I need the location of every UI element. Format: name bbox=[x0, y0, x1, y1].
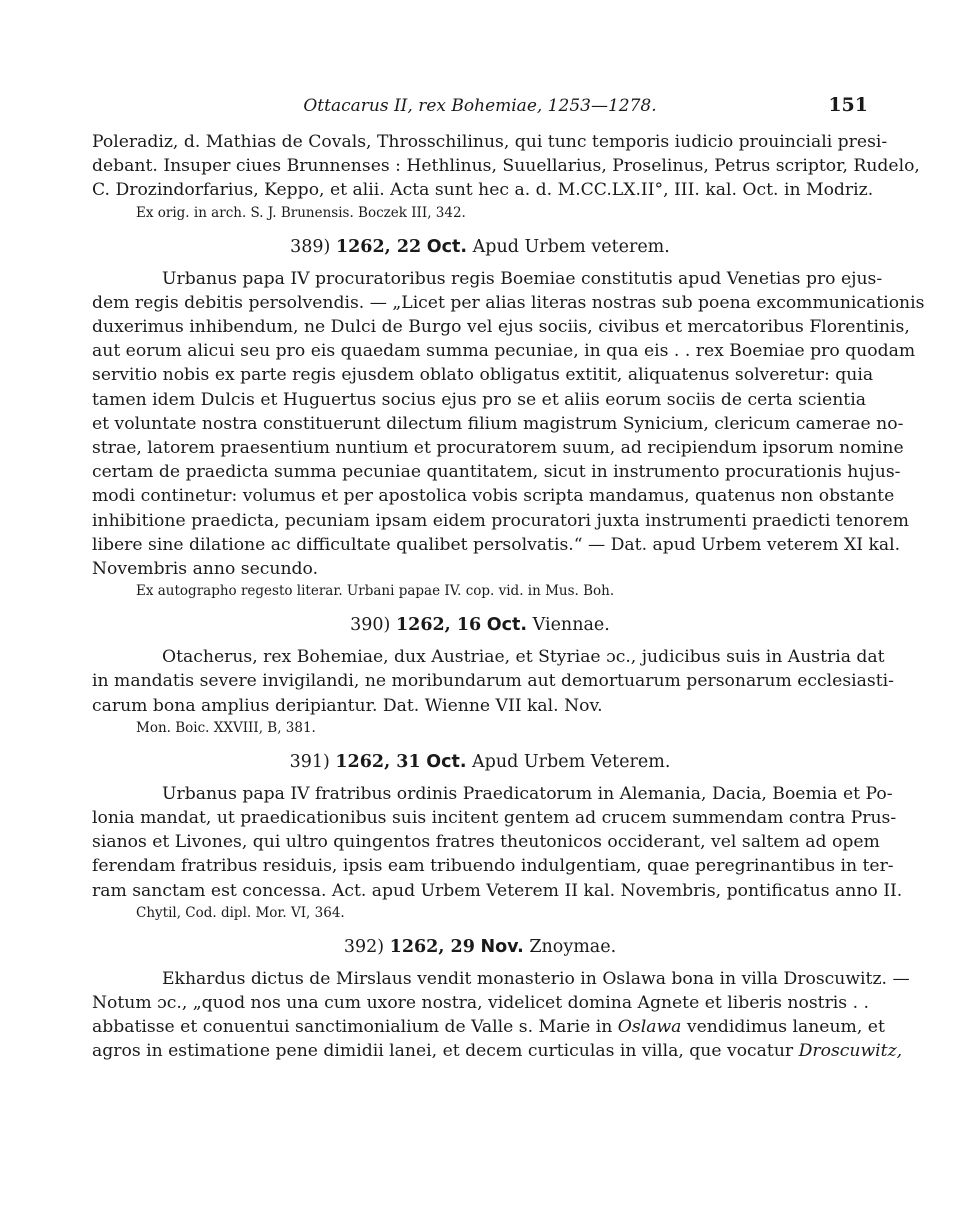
entry-date: 1262, 22 bbox=[335, 236, 422, 257]
entry-text-390 bbox=[92, 645, 894, 738]
text-line: debant. Insuper ciues Brunnenses : Hethlinus, Suuellarius, Proselinus, Petrus scriptor, Rudelo, bbox=[92, 156, 920, 177]
italic-place-name: Oslawa bbox=[617, 1017, 682, 1038]
text-line: Novembris anno secundo. bbox=[92, 559, 319, 580]
entry-heading-391 bbox=[92, 750, 868, 774]
text-line: Urbanus papa IV fratribus ordinis Praedicatorum in Alemania, Dacia, Boemia et Po- bbox=[162, 783, 893, 804]
text-segment: abbatisse et conuentui sanctimonialium de Valle s. Marie in bbox=[92, 1017, 613, 1038]
text-line: servitio nobis ex parte regis ejusdem oblato obligatus extitit, aliquatenus solveretur: quia bbox=[92, 365, 874, 386]
text-line: carum bona amplius deripiantur. Dat. Wienne VII kal. Nov. bbox=[92, 695, 603, 716]
text-line: duxerimus inhibendum, ne Dulci de Burgo vel ejus sociis, civibus et mercatoribus Florentinis, bbox=[92, 317, 910, 338]
entry-date: 1262, 31 bbox=[335, 751, 421, 772]
italic-village-name: Droscuwitz, bbox=[798, 1041, 903, 1062]
entry-month: Oct. bbox=[426, 751, 467, 772]
source-citation: Ex orig. in arch. S. J. Brunensis. Boczek III, 342. bbox=[136, 204, 466, 221]
text-line: C. Drozindorfarius, Keppo, et alii. Acta sunt hec a. d. M.CC.LX.II°, III. kal. Oct. in Modriz. bbox=[92, 180, 874, 201]
document-page bbox=[92, 92, 925, 1064]
entry-number: 391) bbox=[289, 751, 330, 772]
entry-heading-389 bbox=[92, 235, 868, 259]
entry-month: Nov. bbox=[480, 936, 524, 957]
text-line bbox=[92, 1015, 885, 1039]
entry-number: 392) bbox=[343, 936, 385, 957]
entry-text-392 bbox=[92, 967, 910, 1064]
source-citation: Chytil, Cod. dipl. Mor. VI, 364. bbox=[136, 904, 345, 921]
text-line: ram sanctam est concessa. Act. apud Urbem Veterem II kal. Novembris, pontificatus anno II. bbox=[92, 880, 903, 901]
entry-date: 1262, 29 bbox=[389, 936, 475, 957]
text-line bbox=[92, 1039, 903, 1063]
entry-number: 390) bbox=[350, 615, 391, 636]
text-line: inhibitione praedicta, pecuniam ipsam eidem procuratori juxta instrumenti praedicti tenorem bbox=[92, 510, 909, 531]
running-title: Ottacarus II, rex Bohemiae, 1253—1278. bbox=[303, 96, 657, 116]
entry-heading-390 bbox=[92, 613, 868, 637]
text-line: Ekhardus dictus de Mirslaus vendit monasterio in Oslawa bona in villa Droscuwitz. — bbox=[162, 968, 910, 989]
text-line: tamen idem Dulcis et Huguertus socius ejus pro se et aliis eorum sociis de certa scientia bbox=[92, 389, 866, 410]
text-line: lonia mandat, ut praedicationibus suis incitent gentem ad crucem summendam contra Prus- bbox=[92, 808, 897, 829]
text-line: Urbanus papa IV procuratoribus regis Boemiae constitutis apud Venetias pro ejus- bbox=[162, 268, 883, 289]
text-line: aut eorum alicui seu pro eis quaedam summa pecuniae, in qua eis . . rex Boemiae pro quodam bbox=[92, 341, 916, 362]
source-citation: Mon. Boic. XXVIII, B, 381. bbox=[136, 719, 316, 736]
entry-heading-392 bbox=[92, 935, 868, 959]
page-number: 151 bbox=[828, 94, 868, 116]
text-line: dem regis debitis persolvendis. — „Licet per alias literas nostras sub poena excommunicationis bbox=[92, 292, 925, 313]
source-citation: Ex autographo regesto literar. Urbani papae IV. cop. vid. in Mus. Boh. bbox=[136, 583, 615, 600]
entry-date: 1262, 16 bbox=[395, 615, 482, 636]
text-line: ferendam fratribus residuis, ipsis eam tribuendo indulgentiam, quae peregrinantibus in ter- bbox=[92, 856, 894, 877]
entry-place: Apud Urbem veterem. bbox=[472, 236, 670, 257]
text-line: in mandatis severe invigilandi, ne moribundarum aut demortuarum personarum ecclesiasti- bbox=[92, 671, 894, 692]
text-line: et voluntate nostra constituerunt dilectum filium magistrum Synicium, clericum camerae no- bbox=[92, 413, 904, 434]
text-segment: agros in estimatione pene dimidii lanei, et decem curticulas in villa, que vocatur bbox=[92, 1041, 794, 1062]
page-header bbox=[92, 92, 868, 120]
text-segment: vendidimus laneum, et bbox=[686, 1017, 885, 1038]
text-line: Poleradiz, d. Mathias de Covals, Throsschilinus, qui tunc temporis iudicio prouinciali presi- bbox=[92, 132, 888, 152]
entry-place: Znoymae. bbox=[529, 936, 617, 957]
entry-month: Oct. bbox=[426, 236, 468, 257]
entry-text-391 bbox=[92, 782, 903, 923]
entry-text-389 bbox=[92, 267, 925, 602]
text-line: strae, latorem praesentium nuntium et procuratorem suum, ad recipiendum ipsorum nomine bbox=[92, 438, 904, 459]
text-line: libere sine dilatione ac difficultate qualibet persolvatis.“ — Dat. apud Urbem veterem XI kal. bbox=[92, 534, 901, 555]
text-line: sianos et Livones, qui ultro quingentos fratres theutonicos occiderant, vel saltem ad opem bbox=[92, 832, 880, 853]
entry-month: Oct. bbox=[486, 615, 528, 636]
entry-number: 389) bbox=[290, 236, 331, 257]
text-line: Otacherus, rex Bohemiae, dux Austriae, et Styriae ɔc., judicibus suis in Austria dat bbox=[162, 647, 885, 668]
opening-paragraph bbox=[92, 130, 920, 223]
text-line: certam de praedicta summa pecuniae quantitatem, sicut in instrumento procurationis hujus- bbox=[92, 462, 901, 483]
entry-place: Viennae. bbox=[532, 615, 610, 636]
entry-place: Apud Urbem Veterem. bbox=[472, 751, 671, 772]
text-line: Notum ɔc., „quod nos una cum uxore nostra, videlicet domina Agnete et liberis nostris . . bbox=[92, 993, 869, 1014]
text-line: modi continetur: volumus et per apostolica vobis scripta mandamus, quatenus non obstante bbox=[92, 486, 895, 507]
